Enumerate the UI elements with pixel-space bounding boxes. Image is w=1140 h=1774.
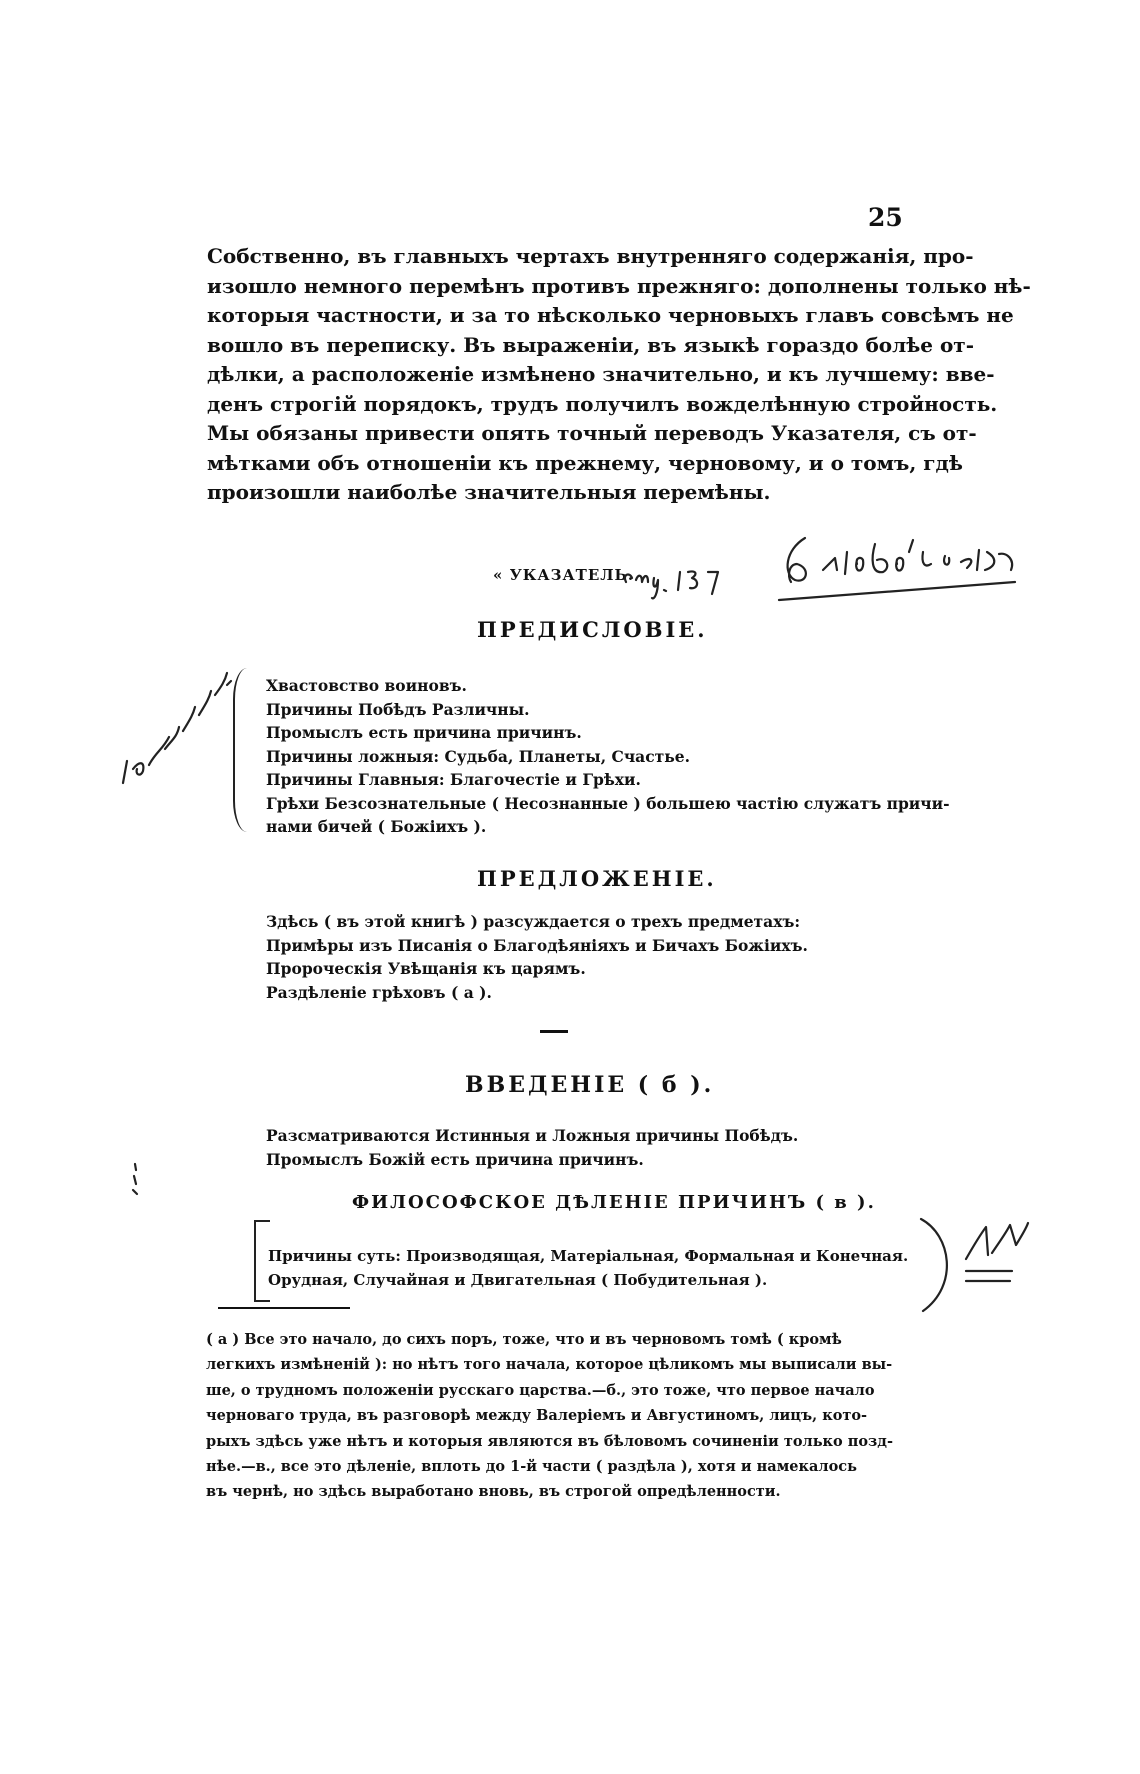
footnote-line: черноваго труда, въ разговорѣ между Валеріемъ и Августиномъ, лицъ, кото-	[206, 1407, 868, 1425]
intro-line: произошли наиболѣе значительныя перемѣны.	[207, 480, 771, 504]
philosophical-list	[268, 1245, 908, 1292]
footnote-line: рыхъ здѣсь уже нѣтъ и которыя являются въ бѣловомъ сочиненіи только позд-	[206, 1432, 893, 1450]
predislovie-bracket	[233, 668, 247, 832]
intro-line: дѣлки, а расположеніе измѣнено значительно, и къ лучшему: вве-	[207, 362, 995, 386]
intro-line: вошло въ переписку. Въ выраженіи, въ языкѣ гораздо болѣе от-	[207, 332, 975, 357]
predislovie-title: ПРЕДИСЛОВІЕ.	[477, 617, 708, 642]
intro-line: Собственно, въ главныхъ чертахъ внутренняго содержанія, про-	[207, 244, 974, 268]
list-item: Причины Главныя: Благочестіе и Грѣхи.	[266, 770, 641, 789]
intro-line: изошло немного перемѣнъ противъ прежняго: дополнены только нѣ-	[207, 273, 1031, 298]
list-item: Примѣры изъ Писанія о Благодѣяніяхъ и Бичахъ Божіихъ.	[266, 935, 808, 955]
intro-paragraph	[207, 242, 1031, 508]
handwritten-margin-note	[115, 665, 240, 790]
footnote-line: ( а ) Все это начало, до сихъ поръ, тоже, что и въ черновомъ томѣ ( кромѣ	[206, 1331, 842, 1348]
list-item: Промыслъ Божій есть причина причинъ.	[266, 1149, 644, 1169]
intro-line: денъ строгій порядокъ, трудъ получилъ вожделѣнную стройность.	[207, 391, 998, 416]
list-item: Разсматриваются Истинныя и Ложныя причины Побѣдъ.	[266, 1126, 799, 1145]
intro-line: которыя частности, и за то нѣсколько черновыхъ главъ совсѣмъ не	[207, 303, 1014, 327]
vvedenie-list	[266, 1124, 798, 1171]
handwritten-page-ref	[620, 560, 730, 610]
philosophical-title: ФИЛОСОФСКОЕ ДѢЛЕНІЕ ПРИЧИНЪ ( в ).	[352, 1192, 876, 1213]
ukazatel-heading: « УКАЗАТЕЛЬ.	[493, 566, 635, 584]
intro-line: мѣтками объ отношеніи къ прежнему, черновому, и о томъ, гдѣ	[207, 450, 963, 475]
predislovie-list	[266, 674, 950, 839]
page-number: 25	[868, 203, 903, 232]
predlozhenie-list	[266, 910, 808, 1004]
handwritten-side-mark	[125, 1160, 145, 1196]
handwritten-annotation	[775, 530, 1035, 615]
footnote-line: легкихъ измѣненій ): но нѣтъ того начала, которое цѣликомъ мы выписали вы-	[206, 1356, 893, 1374]
footnote-line: въ чернѣ, но здѣсь выработано вновь, въ строгой опредѣленности.	[206, 1483, 781, 1501]
section-divider	[540, 1030, 568, 1033]
handwritten-right-bracket	[915, 1215, 965, 1315]
list-item: Здѣсь ( въ этой книгѣ ) разсуждается о трехъ предметахъ:	[266, 912, 801, 931]
list-item: Грѣхи Безсознательные ( Несознанные ) большею частію служатъ причи-	[266, 793, 950, 813]
list-item: Причины суть: Производящая, Матеріальная, Формальная и Конечная.	[268, 1247, 909, 1265]
vvedenie-title: ВВЕДЕНІЕ ( б ).	[465, 1072, 715, 1098]
footnotes	[206, 1327, 906, 1505]
list-item: нами бичей ( Божіихъ ).	[266, 817, 487, 836]
list-item: Пророческія Увѣщанія къ царямъ.	[266, 959, 586, 978]
handwritten-numeral-annotation	[960, 1215, 1035, 1295]
footnote-line: ше, о трудномъ положеніи русскаго царства.—б., это тоже, что первое начало	[206, 1381, 875, 1399]
footnote-rule	[218, 1307, 350, 1309]
list-item: Орудная, Случайная и Двигательная ( Побудительная ).	[268, 1270, 768, 1289]
list-item: Хвастовство воиновъ.	[266, 676, 467, 695]
intro-line: Мы обязаны привести опять точный переводъ Указателя, съ от-	[207, 421, 977, 445]
list-item: Причины Побѣдъ Различны.	[266, 699, 530, 719]
predlozhenie-title: ПРЕДЛОЖЕНІЕ.	[477, 866, 717, 891]
list-item: Промыслъ есть причина причинъ.	[266, 723, 582, 742]
list-item: Причины ложныя: Судьба, Планеты, Счастье.	[266, 746, 691, 766]
list-item: Раздѣленіе грѣховъ ( а ).	[266, 982, 492, 1002]
footnote-line: нѣе.—в., все это дѣленіе, вплоть до 1-й части ( раздѣла ), хотя и намекалось	[206, 1458, 857, 1476]
